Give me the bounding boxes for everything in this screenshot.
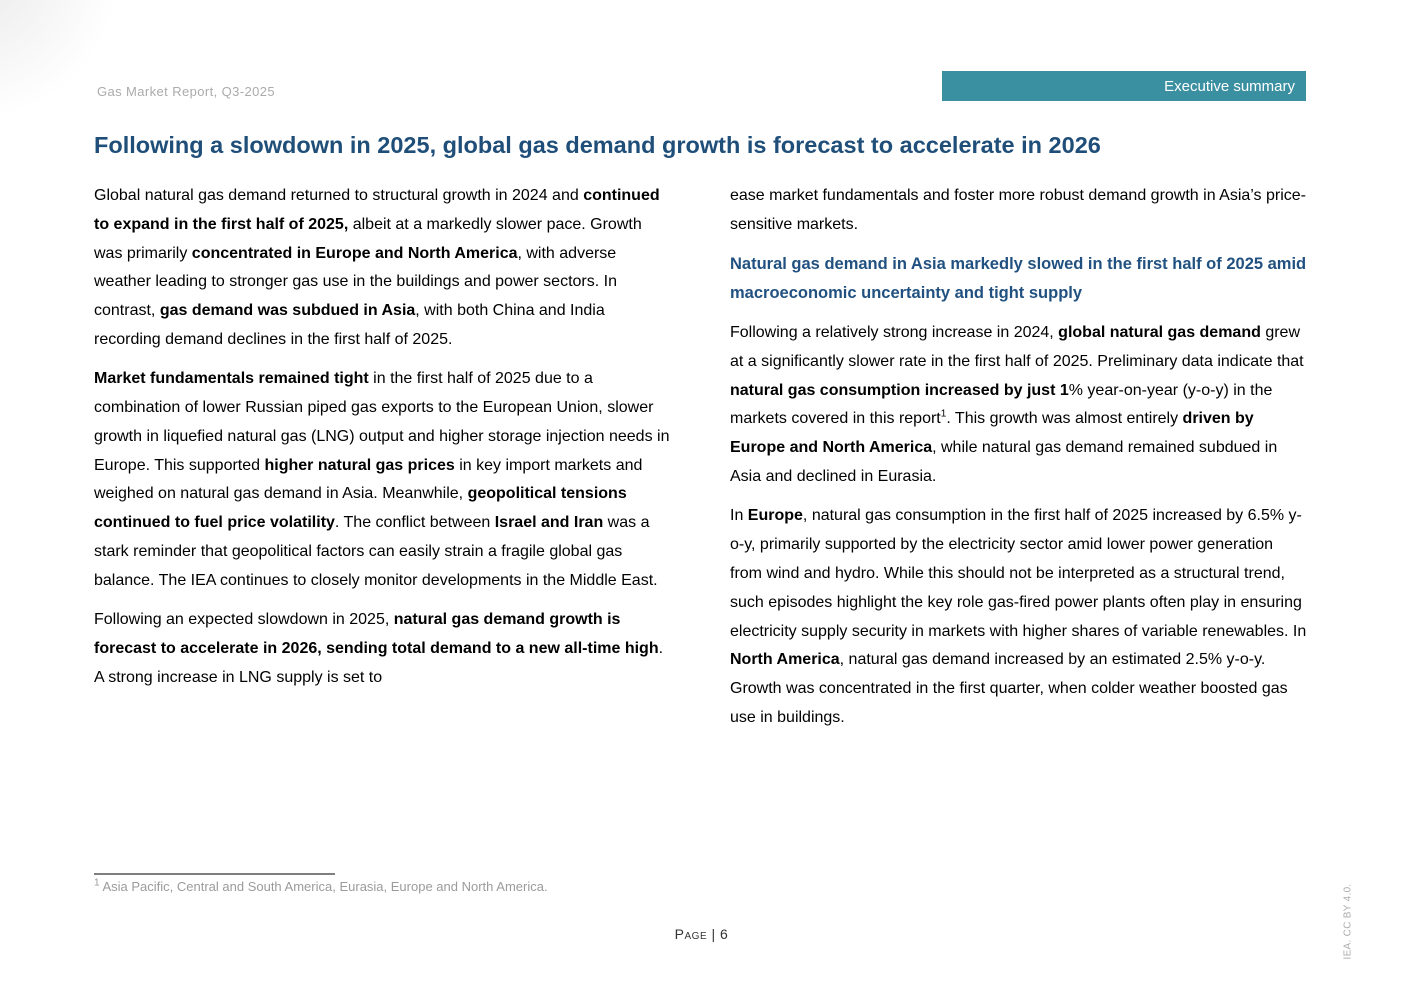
body-columns [94,182,1308,743]
footnote-divider [94,873,335,875]
footnote: $^1$ Asia Pacific, Central and South America, Eurasia, Europe and North America. [94,877,548,894]
section-subheading: Natural gas demand in Asia markedly slowed in the first half of 2025 amid macroeconomic uncertainty and tight supply [730,255,1307,303]
paragraph: Following an expected slowdown in 2025, natural gas demand growth is forecast to accelerate in 2026, sending total demand to a new all-time high. A strong increase in LNG supply is set to [94,611,664,686]
report-name: Gas Market Report, Q3-2025 [97,84,276,99]
page-number: Page | 6 [674,926,729,942]
paragraph: In Europe, natural gas consumption in the first half of 2025 increased by 6.5% y-o-y, primarily supported by the electricity sector amid lower power generation from wind and hydro. While this should not be interpreted as a structural trend, such episodes highlight the key role gas-fired power plants often play in ensuring electricity supply security in markets with higher shares of variable renewables. In North America, natural gas demand increased by an estimated 2.5% y-o-y. Growth was concentrated in the first quarter, when colder weather boosted gas use in buildings. [730,507,1307,726]
right-column [730,182,1308,743]
paragraph: Global natural gas demand returned to structural growth in 2024 and continued to expand in the first half of 2025, albeit at a markedly slower pace. Growth was primarily concentrated in Europe and North America, with adverse weather leading to stronger gas use in the buildings and power sectors. In contrast, gas demand was subdued in Asia, with both China and India recording demand declines in the first half of 2025. [94,187,660,348]
paragraph: ease market fundamentals and foster more robust demand growth in Asia’s price-sensitive markets. [730,187,1306,233]
page-title: Following a slowdown in 2025, global gas demand growth is forecast to accelerate in 2026 [94,132,1101,158]
license-credit: IEA. CC BY 4.0. [1342,883,1354,960]
paragraph: Market fundamentals remained tight in the first half of 2025 due to a combination of lower Russian piped gas exports to the European Union, slower growth in liquefied natural gas (LNG) output and higher storage injection needs in Europe. This supported higher natural gas prices in key import markets and weighed on natural gas demand in Asia. Meanwhile, geopolitical tensions continued to fuel price volatility. The conflict between Israel and Iran was a stark reminder that geopolitical factors can easily strain a fragile global gas balance. The IEA continues to closely monitor developments in the Middle East. [94,370,670,589]
executive-summary-banner [942,71,1306,101]
left-column [94,182,672,743]
banner-label: Executive summary [1164,77,1295,95]
paragraph: Following a relatively strong increase in 2024, global natural gas demand grew at a significantly slower rate in the first half of 2025. Preliminary data indicate that natural gas consumption increased by just 1% year-on-year (y-o-y) in the markets covered in this report$^1$. This growth was almost entirely driven by Europe and North America, while natural gas demand remained subdued in Asia and declined in Eurasia. [730,324,1304,486]
